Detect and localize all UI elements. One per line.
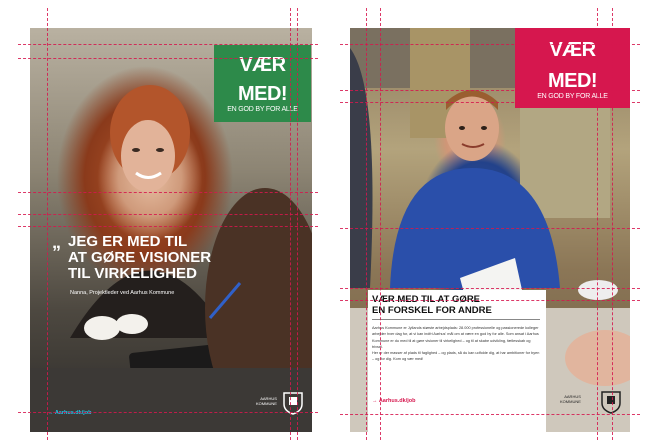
guide-line xyxy=(297,8,298,440)
guide-line xyxy=(340,44,640,45)
crest-icon xyxy=(600,390,622,414)
guide-line xyxy=(340,102,640,103)
text-panel xyxy=(368,290,546,432)
job-url-link[interactable]: → Aarhus.dk/job xyxy=(48,410,92,416)
guide-line xyxy=(597,8,598,440)
guide-line xyxy=(290,8,291,440)
headline: „ JEG ER MED TIL AT GØRE VISIONER TIL VIRKELIGHED xyxy=(52,232,212,282)
guide-line xyxy=(340,300,640,301)
guide-line xyxy=(340,90,640,91)
municipality-name: AARHUS KOMMUNE xyxy=(256,396,277,406)
guide-line xyxy=(340,288,640,289)
guide-line xyxy=(18,192,318,193)
byline: Nanna, Projektleder ved Aarhus Kommune xyxy=(70,290,175,296)
poster-left xyxy=(30,28,312,432)
guide-line xyxy=(340,228,640,229)
job-url-link[interactable]: → Aarhus.dk/job xyxy=(372,398,416,404)
municipality-name: AARHUS KOMMUNE xyxy=(560,394,581,404)
vaer-med-logo: VÆR MED! EN GOD BY FOR ALLE xyxy=(214,45,311,122)
guide-line xyxy=(18,412,318,413)
guide-line xyxy=(18,58,318,59)
quote-mark: „ xyxy=(52,232,61,252)
guide-line xyxy=(612,8,613,440)
poster-right xyxy=(350,28,630,432)
guide-line xyxy=(366,8,367,440)
divider xyxy=(372,319,540,320)
headline: VÆR MED TIL AT GØRE EN FORSKEL FOR ANDRE xyxy=(372,294,492,316)
guide-line xyxy=(18,44,318,45)
guide-line xyxy=(340,414,640,415)
guide-line xyxy=(47,8,48,440)
guide-line xyxy=(18,226,318,227)
guide-line xyxy=(380,8,381,440)
body-text: Aarhus Kommune er Jyllands største arbejdsplads: 28.000 professionelle og passionerede kolleger arbejder hver dag for, at vi kan indfri Aarhus' mål om at være en god by for alle. Som ansat i Aarhus Kommune er du med til at gøre visioner til virkelighed – og til at skabe udvikling, fællesskab og trivsel. Her er der masser af plads til faglighed – og plads, så du kan udfolde dig, at har ambitioner for byen – og for dig. Kom og vær med! xyxy=(372,326,540,362)
vaer-med-logo: VÆR MED! EN GOD BY FOR ALLE xyxy=(515,28,630,108)
guide-line xyxy=(18,214,318,215)
